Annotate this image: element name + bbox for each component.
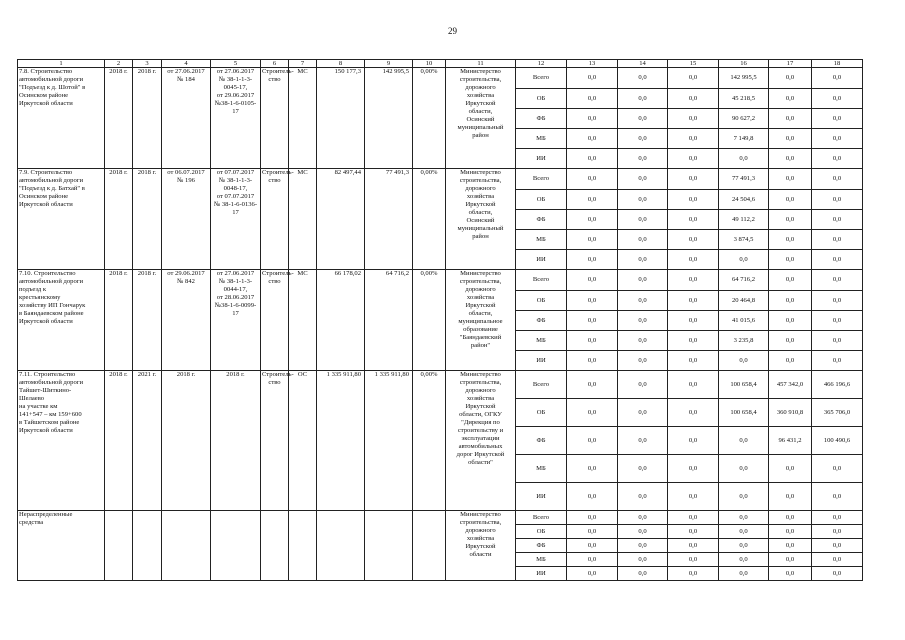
funding-source: ОБ bbox=[516, 89, 567, 109]
funding-value: 0,0 bbox=[769, 230, 812, 250]
estimated-cost: 1 335 911,80 bbox=[317, 371, 365, 511]
funding-value: 0,0 bbox=[618, 68, 668, 89]
funding-value: 0,0 bbox=[719, 250, 769, 270]
funding-value: 49 112,2 bbox=[719, 210, 769, 230]
funding-value: 0,0 bbox=[668, 149, 719, 169]
funding-value: 0,0 bbox=[769, 331, 812, 351]
program-table bbox=[17, 59, 863, 581]
table-body bbox=[18, 68, 863, 581]
column-header-7: 7 bbox=[289, 60, 317, 68]
funding-value: 0,0 bbox=[812, 129, 863, 149]
funding-value: 0,0 bbox=[567, 291, 618, 311]
funding-value: 466 196,6 bbox=[812, 371, 863, 399]
remaining-cost: 1 335 911,80 bbox=[365, 371, 413, 511]
funding-value: 0,0 bbox=[668, 511, 719, 525]
responsible-org: Министерство строительства, дорожного хозяйства Иркутской области, Осинский муниципальный район bbox=[446, 169, 516, 270]
funding-value: 0,0 bbox=[567, 169, 618, 190]
funding-value: 0,0 bbox=[618, 455, 668, 483]
funding-value: 0,0 bbox=[668, 331, 719, 351]
column-header-9: 9 bbox=[365, 60, 413, 68]
funding-value: 0,0 bbox=[812, 210, 863, 230]
funding-value: 0,0 bbox=[812, 483, 863, 511]
column-header-8: 8 bbox=[317, 60, 365, 68]
funding-value: 0,0 bbox=[812, 525, 863, 539]
funding-value: 0,0 bbox=[567, 89, 618, 109]
approval-details: 2018 г. bbox=[211, 371, 261, 511]
funding-value: 0,0 bbox=[618, 270, 668, 291]
funding-source: ОБ bbox=[516, 291, 567, 311]
end-year: 2018 г. bbox=[133, 169, 162, 270]
funding-value: 0,0 bbox=[567, 553, 618, 567]
column-header-12: 12 bbox=[516, 60, 567, 68]
column-header-2: 2 bbox=[105, 60, 133, 68]
funding-source: ИИ bbox=[516, 483, 567, 511]
expertise-conclusion: от 06.07.2017 № 196 bbox=[162, 169, 211, 270]
column-header-16: 16 bbox=[719, 60, 769, 68]
funding-value: 0,0 bbox=[618, 483, 668, 511]
responsible-org: Министерство строительства, дорожного хозяйства Иркутской области bbox=[446, 511, 516, 581]
funding-value: 0,0 bbox=[618, 190, 668, 210]
work-type: Строитель- ство bbox=[261, 169, 289, 270]
start-year: 2018 г. bbox=[105, 169, 133, 270]
funding-value: 0,0 bbox=[719, 427, 769, 455]
funding-value: 24 504,6 bbox=[719, 190, 769, 210]
funding-value: 0,0 bbox=[769, 169, 812, 190]
funding-value: 0,0 bbox=[668, 553, 719, 567]
funding-value: 0,0 bbox=[567, 129, 618, 149]
funding-value: 0,0 bbox=[812, 250, 863, 270]
readiness-percent bbox=[413, 511, 446, 581]
expertise-conclusion: 2018 г. bbox=[162, 371, 211, 511]
funding-value: 0,0 bbox=[812, 553, 863, 567]
funding-value: 0,0 bbox=[769, 89, 812, 109]
start-year: 2018 г. bbox=[105, 68, 133, 169]
approval-details bbox=[211, 511, 261, 581]
funding-value: 0,0 bbox=[567, 525, 618, 539]
table-row bbox=[18, 68, 863, 89]
funding-value: 100 658,4 bbox=[719, 399, 769, 427]
funding-value: 45 218,5 bbox=[719, 89, 769, 109]
table-row bbox=[18, 270, 863, 291]
funding-value: 0,0 bbox=[812, 539, 863, 553]
column-header-15: 15 bbox=[668, 60, 719, 68]
funding-value: 0,0 bbox=[567, 483, 618, 511]
funding-value: 0,0 bbox=[618, 129, 668, 149]
funding-value: 360 910,8 bbox=[769, 399, 812, 427]
funding-value: 0,0 bbox=[668, 169, 719, 190]
project-name: 7.11. Строительство автомобильной дороги Тайшет-Шиткино- Шелаево на участке км 141+547 – км 159+600 в Тайшетском районе Иркутской области bbox=[18, 371, 105, 511]
estimated-cost bbox=[317, 511, 365, 581]
funding-source: ФБ bbox=[516, 109, 567, 129]
column-header-18: 18 bbox=[812, 60, 863, 68]
funding-value: 0,0 bbox=[812, 567, 863, 581]
estimated-cost: 66 178,02 bbox=[317, 270, 365, 371]
page-number: 29 bbox=[448, 26, 457, 36]
funding-value: 0,0 bbox=[567, 210, 618, 230]
approval-details: от 27.06.2017 № 38-1-1-3- 0045-17, от 29.06.2017 №38-1-6-0105- 17 bbox=[211, 68, 261, 169]
table-row bbox=[18, 371, 863, 399]
funding-value: 0,0 bbox=[812, 190, 863, 210]
funding-value: 0,0 bbox=[668, 68, 719, 89]
table-row bbox=[18, 169, 863, 190]
funding-value: 0,0 bbox=[567, 539, 618, 553]
funding-value: 0,0 bbox=[668, 371, 719, 399]
funding-source: Всего bbox=[516, 169, 567, 190]
funding-source: МБ bbox=[516, 455, 567, 483]
funding-value: 0,0 bbox=[668, 109, 719, 129]
approval-details: от 27.06.2017 № 38-1-1-3- 0044-17, от 28.06.2017 №38-1-6-0099- 17 bbox=[211, 270, 261, 371]
expertise-conclusion: от 27.06.2017 № 184 bbox=[162, 68, 211, 169]
funding-source: ФБ bbox=[516, 311, 567, 331]
funding-value: 0,0 bbox=[812, 311, 863, 331]
funding-value: 0,0 bbox=[769, 109, 812, 129]
remaining-cost: 142 995,5 bbox=[365, 68, 413, 169]
funding-value: 0,0 bbox=[769, 149, 812, 169]
funding-source: ИИ bbox=[516, 567, 567, 581]
project-name: 7.8. Строительство автомобильной дороги "Подъезд к д. Шотой" в Осинском районе Иркутской области bbox=[18, 68, 105, 169]
funding-value: 96 431,2 bbox=[769, 427, 812, 455]
funding-source: ИИ bbox=[516, 351, 567, 371]
funding-value: 0,0 bbox=[618, 291, 668, 311]
funding-value: 0,0 bbox=[618, 427, 668, 455]
funding-value: 0,0 bbox=[812, 169, 863, 190]
funding-source: ИИ bbox=[516, 149, 567, 169]
funding-value: 0,0 bbox=[567, 190, 618, 210]
funding-source: ИИ bbox=[516, 250, 567, 270]
column-header-11: 11 bbox=[446, 60, 516, 68]
funding-value: 0,0 bbox=[719, 567, 769, 581]
funding-value: 0,0 bbox=[812, 149, 863, 169]
funding-value: 64 716,2 bbox=[719, 270, 769, 291]
funding-source: ОБ bbox=[516, 525, 567, 539]
readiness-percent: 0,00% bbox=[413, 169, 446, 270]
funding-value: 0,0 bbox=[618, 525, 668, 539]
funding-value: 0,0 bbox=[567, 250, 618, 270]
funding-value: 0,0 bbox=[812, 455, 863, 483]
funding-value: 0,0 bbox=[812, 511, 863, 525]
column-header-3: 3 bbox=[133, 60, 162, 68]
end-year: 2021 г. bbox=[133, 371, 162, 511]
funding-value: 0,0 bbox=[719, 525, 769, 539]
funding-value: 0,0 bbox=[668, 539, 719, 553]
funding-value: 0,0 bbox=[719, 553, 769, 567]
ownership: МС bbox=[289, 68, 317, 169]
funding-value: 7 149,8 bbox=[719, 129, 769, 149]
funding-value: 0,0 bbox=[567, 351, 618, 371]
funding-value: 77 491,3 bbox=[719, 169, 769, 190]
funding-value: 0,0 bbox=[618, 539, 668, 553]
estimated-cost: 150 177,3 bbox=[317, 68, 365, 169]
readiness-percent: 0,00% bbox=[413, 68, 446, 169]
start-year bbox=[105, 511, 133, 581]
column-header-10: 10 bbox=[413, 60, 446, 68]
ownership: МС bbox=[289, 270, 317, 371]
column-header-13: 13 bbox=[567, 60, 618, 68]
remaining-cost: 64 716,2 bbox=[365, 270, 413, 371]
funding-value: 0,0 bbox=[668, 311, 719, 331]
funding-value: 0,0 bbox=[719, 483, 769, 511]
funding-value: 0,0 bbox=[769, 68, 812, 89]
funding-source: МБ bbox=[516, 230, 567, 250]
funding-value: 0,0 bbox=[769, 129, 812, 149]
funding-source: Всего bbox=[516, 371, 567, 399]
funding-value: 0,0 bbox=[769, 311, 812, 331]
funding-value: 0,0 bbox=[567, 230, 618, 250]
funding-value: 0,0 bbox=[618, 399, 668, 427]
funding-source: МБ bbox=[516, 129, 567, 149]
funding-value: 0,0 bbox=[769, 525, 812, 539]
column-header-5: 5 bbox=[211, 60, 261, 68]
funding-value: 0,0 bbox=[668, 399, 719, 427]
project-name: Нераспределенные средства bbox=[18, 511, 105, 581]
table-row bbox=[18, 511, 863, 525]
ownership bbox=[289, 511, 317, 581]
approval-details: от 07.07.2017 № 38-1-1-3- 0048-17, от 07.07.2017 № 38-1-6-0136- 17 bbox=[211, 169, 261, 270]
funding-value: 0,0 bbox=[668, 129, 719, 149]
funding-value: 0,0 bbox=[668, 291, 719, 311]
funding-value: 20 464,8 bbox=[719, 291, 769, 311]
funding-value: 0,0 bbox=[812, 68, 863, 89]
funding-value: 0,0 bbox=[668, 351, 719, 371]
ownership: ОС bbox=[289, 371, 317, 511]
funding-value: 0,0 bbox=[769, 351, 812, 371]
funding-source: ФБ bbox=[516, 210, 567, 230]
readiness-percent: 0,00% bbox=[413, 371, 446, 511]
end-year: 2018 г. bbox=[133, 270, 162, 371]
funding-value: 0,0 bbox=[719, 149, 769, 169]
funding-value: 0,0 bbox=[567, 567, 618, 581]
funding-value: 0,0 bbox=[668, 525, 719, 539]
funding-value: 0,0 bbox=[618, 149, 668, 169]
funding-value: 0,0 bbox=[769, 190, 812, 210]
funding-value: 0,0 bbox=[618, 351, 668, 371]
work-type: Строитель- ство bbox=[261, 270, 289, 371]
funding-value: 0,0 bbox=[668, 427, 719, 455]
funding-value: 0,0 bbox=[769, 567, 812, 581]
end-year: 2018 г. bbox=[133, 68, 162, 169]
start-year: 2018 г. bbox=[105, 371, 133, 511]
funding-value: 0,0 bbox=[812, 291, 863, 311]
funding-value: 0,0 bbox=[812, 89, 863, 109]
funding-value: 0,0 bbox=[668, 210, 719, 230]
funding-source: Всего bbox=[516, 511, 567, 525]
funding-source: МБ bbox=[516, 331, 567, 351]
funding-value: 3 874,5 bbox=[719, 230, 769, 250]
funding-value: 142 995,5 bbox=[719, 68, 769, 89]
funding-value: 0,0 bbox=[567, 427, 618, 455]
work-type: Строитель- ство bbox=[261, 371, 289, 511]
funding-value: 0,0 bbox=[668, 250, 719, 270]
funding-source: ОБ bbox=[516, 190, 567, 210]
column-header-4: 4 bbox=[162, 60, 211, 68]
funding-value: 0,0 bbox=[769, 511, 812, 525]
funding-value: 0,0 bbox=[567, 311, 618, 331]
funding-value: 0,0 bbox=[567, 68, 618, 89]
funding-source: ФБ bbox=[516, 539, 567, 553]
funding-value: 0,0 bbox=[618, 371, 668, 399]
funding-value: 0,0 bbox=[567, 149, 618, 169]
funding-value: 457 342,0 bbox=[769, 371, 812, 399]
funding-value: 0,0 bbox=[618, 511, 668, 525]
funding-value: 0,0 bbox=[567, 331, 618, 351]
responsible-org: Министерство строительства, дорожного хозяйства Иркутской области, Осинский муниципальный район bbox=[446, 68, 516, 169]
readiness-percent: 0,00% bbox=[413, 270, 446, 371]
funding-value: 0,0 bbox=[567, 270, 618, 291]
funding-value: 0,0 bbox=[567, 371, 618, 399]
funding-value: 0,0 bbox=[719, 351, 769, 371]
funding-value: 0,0 bbox=[668, 483, 719, 511]
funding-value: 0,0 bbox=[668, 230, 719, 250]
funding-value: 0,0 bbox=[769, 210, 812, 230]
responsible-org: Министерство строительства, дорожного хозяйства Иркутской области, ОГКУ "Дирекция по строительству и эксплуатации автомобильных дорог Иркутской области" bbox=[446, 371, 516, 511]
funding-value: 0,0 bbox=[567, 109, 618, 129]
funding-value: 0,0 bbox=[618, 169, 668, 190]
funding-value: 0,0 bbox=[618, 311, 668, 331]
funding-source: ОБ bbox=[516, 399, 567, 427]
funding-value: 0,0 bbox=[769, 270, 812, 291]
funding-value: 100 658,4 bbox=[719, 371, 769, 399]
project-name: 7.10. Строительство автомобильной дороги подъезд к крестьянскому хозяйству ИП Гончарук в Баяндаевском районе Иркутской области bbox=[18, 270, 105, 371]
funding-value: 0,0 bbox=[769, 455, 812, 483]
funding-value: 0,0 bbox=[567, 511, 618, 525]
funding-value: 41 015,6 bbox=[719, 311, 769, 331]
funding-value: 90 627,2 bbox=[719, 109, 769, 129]
funding-value: 0,0 bbox=[812, 331, 863, 351]
funding-value: 0,0 bbox=[812, 270, 863, 291]
funding-value: 0,0 bbox=[719, 511, 769, 525]
funding-source: Всего bbox=[516, 270, 567, 291]
funding-value: 0,0 bbox=[618, 567, 668, 581]
project-name: 7.9. Строительство автомобильной дороги "Подъезд к д. Батхай" в Осинском районе Иркутской области bbox=[18, 169, 105, 270]
funding-value: 0,0 bbox=[769, 539, 812, 553]
responsible-org: Министерство строительства, дорожного хозяйства Иркутской области, муниципальное образование "Баяндаевский район" bbox=[446, 270, 516, 371]
funding-source: ФБ bbox=[516, 427, 567, 455]
work-type: Строитель- ство bbox=[261, 68, 289, 169]
funding-value: 0,0 bbox=[618, 553, 668, 567]
expertise-conclusion bbox=[162, 511, 211, 581]
funding-value: 0,0 bbox=[769, 291, 812, 311]
funding-value: 0,0 bbox=[719, 539, 769, 553]
funding-value: 0,0 bbox=[618, 250, 668, 270]
funding-value: 0,0 bbox=[668, 455, 719, 483]
start-year: 2018 г. bbox=[105, 270, 133, 371]
header-row bbox=[18, 60, 863, 68]
funding-value: 0,0 bbox=[668, 270, 719, 291]
funding-value: 0,0 bbox=[812, 109, 863, 129]
funding-value: 0,0 bbox=[719, 455, 769, 483]
end-year bbox=[133, 511, 162, 581]
funding-value: 100 490,6 bbox=[812, 427, 863, 455]
funding-value: 0,0 bbox=[567, 399, 618, 427]
funding-value: 365 706,0 bbox=[812, 399, 863, 427]
funding-value: 3 235,8 bbox=[719, 331, 769, 351]
funding-value: 0,0 bbox=[618, 331, 668, 351]
funding-value: 0,0 bbox=[668, 89, 719, 109]
funding-value: 0,0 bbox=[769, 483, 812, 511]
remaining-cost bbox=[365, 511, 413, 581]
funding-value: 0,0 bbox=[668, 567, 719, 581]
funding-value: 0,0 bbox=[618, 89, 668, 109]
funding-value: 0,0 bbox=[618, 109, 668, 129]
funding-value: 0,0 bbox=[769, 553, 812, 567]
column-header-6: 6 bbox=[261, 60, 289, 68]
funding-value: 0,0 bbox=[618, 230, 668, 250]
funding-value: 0,0 bbox=[769, 250, 812, 270]
funding-value: 0,0 bbox=[668, 190, 719, 210]
column-header-14: 14 bbox=[618, 60, 668, 68]
funding-value: 0,0 bbox=[618, 210, 668, 230]
work-type bbox=[261, 511, 289, 581]
expertise-conclusion: от 29.06.2017 № 842 bbox=[162, 270, 211, 371]
funding-source: Всего bbox=[516, 68, 567, 89]
funding-value: 0,0 bbox=[812, 351, 863, 371]
estimated-cost: 82 497,44 bbox=[317, 169, 365, 270]
column-header-1: 1 bbox=[18, 60, 105, 68]
funding-source: МБ bbox=[516, 553, 567, 567]
ownership: МС bbox=[289, 169, 317, 270]
remaining-cost: 77 491,3 bbox=[365, 169, 413, 270]
funding-value: 0,0 bbox=[812, 230, 863, 250]
column-header-17: 17 bbox=[769, 60, 812, 68]
funding-value: 0,0 bbox=[567, 455, 618, 483]
